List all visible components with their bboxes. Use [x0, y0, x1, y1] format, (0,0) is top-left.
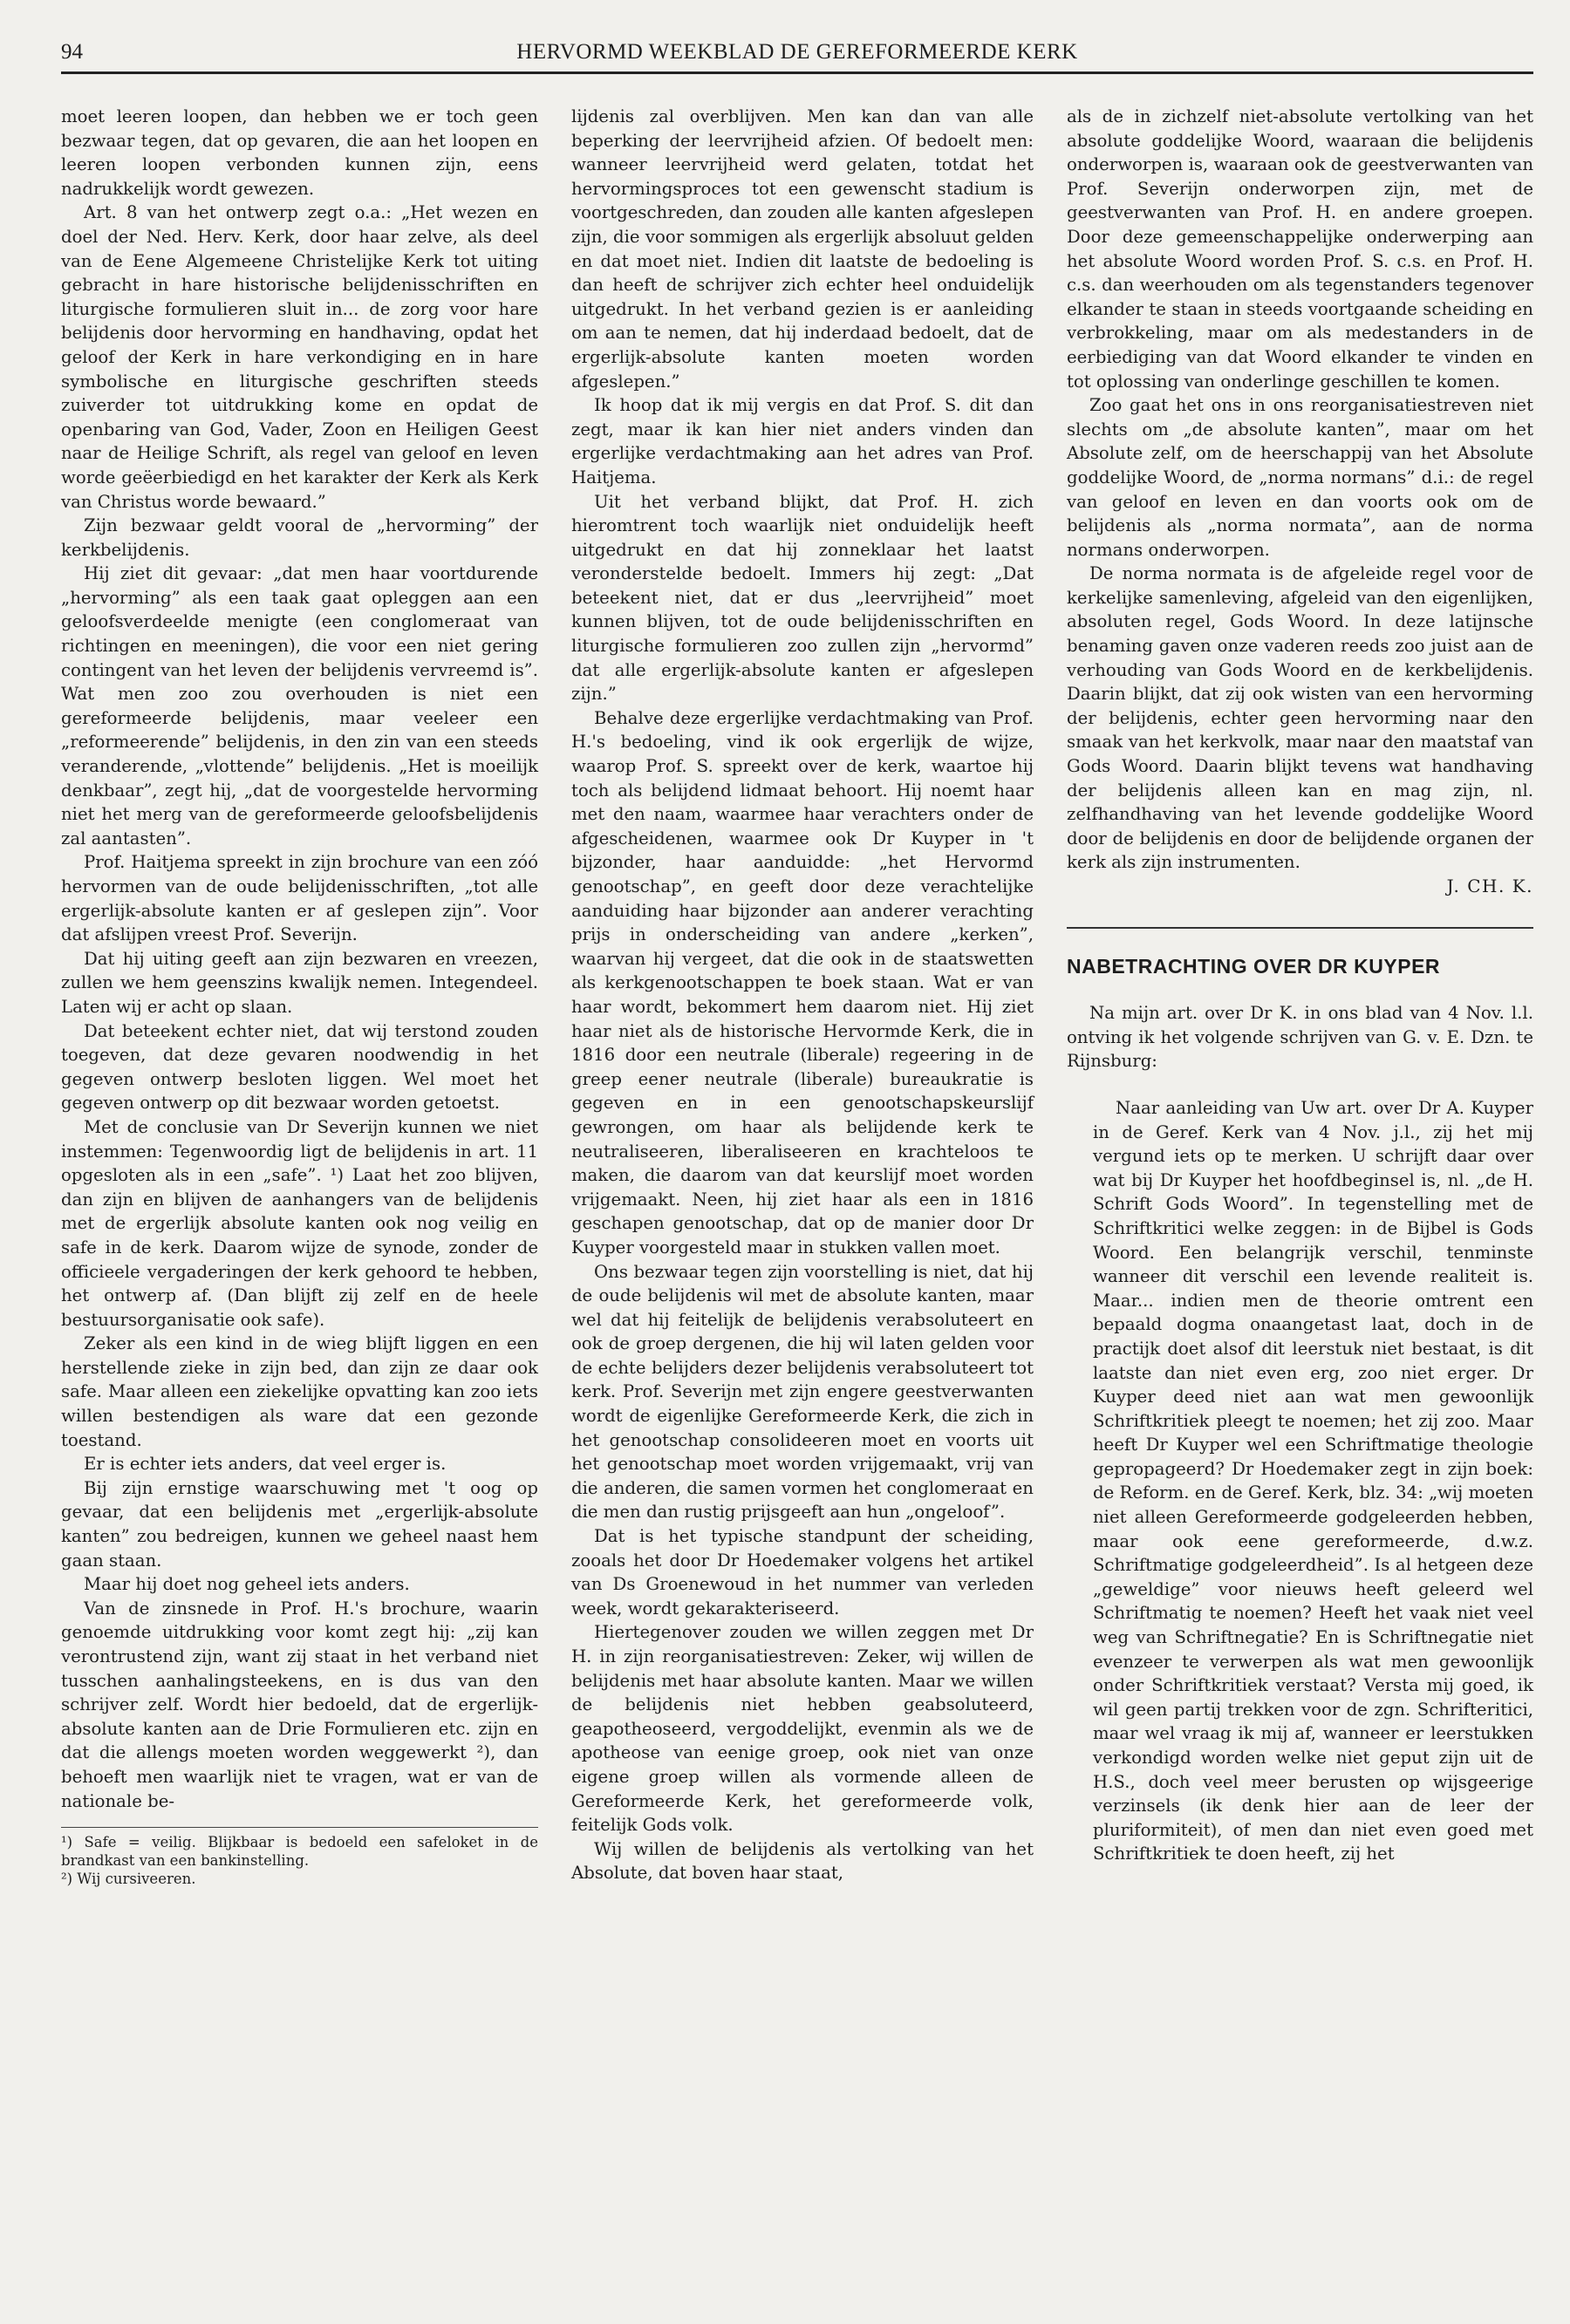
- paragraph: Dat hij uiting geeft aan zijn bezwaren en vreezen, zullen we hem geenszins kwalijk nemen. Integendeel. Laten wij er acht op slaan.: [61, 948, 538, 1017]
- paragraph: Er is echter iets anders, dat veel erger is.: [84, 1454, 447, 1475]
- paragraph: Art. 8 van het ontwerp zegt o.a.: „Het wezen en doel der Ned. Herv. Kerk, door haar zelve, als deel van de Eene Algemeene Christelijke Kerk tot uiting gebracht in hare historische belijdenisschriften en liturgische formulieren sluit in... de zorg voor hare belijdenis door hervorming en handhaving, opdat het geloof der Kerk in hare verkondiging en in hare symbolische en liturgische geschriften steeds zuiverder tot uitdrukking kome en opdat de openbaring van God, Vader, Zoon en Heiligen Geest naar de Heilige Schrift, als regel van geloof en leven worde geëerbiedigd en het karakter der Kerk als Kerk van Christus worde bewaard.”: [61, 202, 538, 512]
- paragraph: Ons bezwaar tegen zijn voorstelling is niet, dat hij de oude belijdenis wil met de absolute kanten, maar wel dat hij feitelijk de belijdenis verabsoluteert en ook de groep dergenen, die hij wil laten gelden voor de echte belijders dezer belijdenis verabsoluteert tot kerk. Prof. Severijn met zijn engere geestverwanten wordt de eigenlijke Gereformeerde Kerk, die zich in het genootschap consolideeren moet en voorts uit het genootschap moet worden vrijgemaakt, vrij van die anderen, die samen vormen het conglomeraat en die men dan rustig prijsgeeft aan hun „ongeloof”.: [571, 1261, 1034, 1523]
- paragraph: De norma normata is de afgeleide regel voor de kerkelijke samenleving, afgeleid van den eigenlijken, absoluten regel, Gods Woord. In deze latijnsche benaming gaven onze vaderen reeds zoo juist aan de verhouding van Gods Woord en de kerkbelijdenis. Daarin blijkt, dat zij ook wisten van een hervorming der belijdenis, echter geen hervorming naar den smaak van het kerkvolk, maar naar den maatstaf van Gods Woord. Daarin blijkt tevens wat handhaving der belijdenis alleen kan en mag zijn, nl. zelfhandhaving van het levende goddelijke Woord door de belijdenis en door de belijdende organen der kerk als zijn instrumenten.: [1067, 563, 1533, 873]
- column-1: [61, 105, 538, 1888]
- paragraph: Dat is het typische standpunt der scheiding, zooals het door Dr Hoedemaker volgens het artikel van Ds Groenewoud in het nummer van verleden week, wordt gekarakteriseerd.: [571, 1526, 1034, 1619]
- paragraph: Bij zijn ernstige waarschuwing met 't oog op gevaar, dat een belijdenis met „ergerlijk-absolute kanten” zou bedreigen, kunnen we geheel naast hem gaan staan.: [61, 1477, 538, 1571]
- paragraph: Behalve deze ergerlijke verdachtmaking van Prof. H.'s bedoeling, vind ik ook ergerlijk de wijze, waarop Prof. S. spreekt over de kerk, waartoe hij toch als belijdend lidmaat behoort. Hij noemt haar met den naam, waarmee haar verachters onder de afgescheidenen, waarmee ook Dr Kuyper in 't bijzonder, haar aanduidde: „het Hervormd genootschap”, en geeft door deze verachtelijke aanduiding haar bijzonder aan anderer verachting prijs in onderscheiding van andere „kerken”, waarvan hij vergeet, dat die ook in de staatswetten als kerkgenootschappen te boek staan. Wat er van haar wordt, bekommert hem daarom niet. Hij ziet haar niet als de historische Hervormde Kerk, die in 1816 door een neutrale (liberale) regeering in de greep eener neutrale (liberale) bureaukratie is gegeven en in een genootschapskeurslijf gewrongen, om haar als belijdende kerk te neutraliseeren, liberaliseeren en krachteloos te maken, die daarom van dat keurslijf moet worden vrijgemaakt. Neen, hij ziet haar als een in 1816 geschapen genootschap, dat op de manier door Dr Kuyper voorgesteld maar in stukken vallen moet.: [571, 707, 1034, 1257]
- spacer: [1067, 1073, 1533, 1096]
- page-number: 94: [61, 40, 83, 64]
- paragraph: Ik hoop dat ik mij vergis en dat Prof. S. dit dan zegt, maar ik kan hier niet anders vinden dan ergerlijke verdachtmaking aan het adres van Prof. Haitjema.: [571, 395, 1034, 487]
- signature: J. CH. K.: [1446, 876, 1533, 896]
- letter-paragraph: Naar aanleiding van Uw art. over Dr A. Kuyper in de Geref. Kerk van 4 Nov. j.l., zij het mij vergund iets op te merken. U schrijft daar over wat bij Dr Kuyper het hoofdbeginsel is, nl. „de H. Schrift Gods Woord”. In tegenstelling met de Schriftkritici welke zeggen: in de Bijbel is Gods Woord. Een belangrijk verschil, tenminste wanneer dit verschil een levende realiteit is. Maar... indien men de theorie omtrent een bepaald dogma onaangetast laat, doch in de practijk doet alsof dit leerstuk niet bestaat, is dit laatste dan niet even erg, zoo niet erger. Dr Kuyper deed niet aan wat men gewoonlijk Schriftkritiek pleegt te noemen; het zij zoo. Maar heeft Dr Kuyper wel een Schriftmatige theologie gepropageerd? Dr Hoedemaker zegt in zijn boek: de Reform. en de Geref. Kerk, blz. 34: „wij moeten niet alleen Gereformeerde godgeleerden hebben, maar ook eene gereformeerde, d.w.z. Schriftmatige godgeleerdheid”. Is al hetgeen deze „geweldige” voor nieuws heeft geleerd wel Schriftmatig te noemen? Heeft het vaak niet veel weg van Schriftnegatie? En is Schriftnegatie niet evenzeer te verwerpen als wat men gewoonlijk onder Schriftkritiek verstaat? Versta mij goed, ik wil geen partij trekken voor de zgn. Schrifteritici, maar wel vraag ik mij af, wanneer er leerstukken verkondigd worden welke niet geput zijn uit de H.S., doch veel meer berusten op wijsgeerige verzinsels (ik denk hier aan de leer der pluriformiteit), of men dan niet even goed met Schriftkritiek te doen heeft, zij het: [1093, 1097, 1533, 1864]
- paragraph: Van de zinsnede in Prof. H.'s brochure, waarin genoemde uitdrukking voor komt zegt hij: „zij kan verontrustend zijn, want zij staat in het verband niet tusschen aanhalingsteekens, en is dus van den schrijver zelf. Wordt hier bedoeld, dat de ergerlijk-absolute kanten aan de Drie Formulieren etc. zijn en dat die allengs moeten worden weggewerkt ²), dan behoeft men waarlijk niet te vragen, wat er van de nationale be-: [61, 1598, 538, 1811]
- paragraph: Zoo gaat het ons in ons reorganisatiestreven niet slechts om „de absolute kanten”, maar om het Absolute zelf, om de heerschappij van het Absolute goddelijke Woord, de „norma normans” d.i.: de regel van geloof en leven en dan voorts ook om de belijdenis als „norma normata”, aan de norma normans onderworpen.: [1067, 395, 1533, 560]
- paragraph: Uit het verband blijkt, dat Prof. H. zich hieromtrent toch waarlijk niet onduidelijk heeft uitgedrukt en dat hij zonneklaar het laatst veronderstelde bedoelt. Immers hij zegt: „Dat beteekent niet, dat er dus „leervrijheid” moet kunnen blijven, tot de oude belijdenisschriften en liturgische formulieren zoo zullen zijn „hervormd” dat alle ergerlijk-absolute kanten er afgeslepen zijn.”: [571, 491, 1034, 705]
- footnotes: [61, 1827, 538, 1888]
- footnote: ¹) Safe = veilig. Blijkbaar is bedoeld een safeloket in de brandkast van een bankinstelling.: [61, 1834, 538, 1870]
- paragraph: lijdenis zal overblijven. Men kan dan van alle beperking der leervrijheid afzien. Of bedoelt men: wanneer leervrijheid werd gelaten, totdat het hervormingsproces tot een gewenscht stadium is voortgeschreden, dan zouden alle kanten afgeslepen zijn, die voor sommigen als ergerlijk absoluut gelden en dat moet niet. Indien dit laatste de bedoeling is dan heeft de schrijver zich echter heel onduidelijk uitgedrukt. In het verband gezien is er aanleiding om aan te nemen, dat hij inderdaad bedoelt, dat de ergerlijk-absolute kanten moeten worden afgeslepen.”: [571, 106, 1034, 392]
- section-divider: [1067, 927, 1533, 929]
- intro-paragraph: Na mijn art. over Dr K. in ons blad van 4 Nov. l.l. ontving ik het volgende schrijven van G. v. E. Dzn. te Rijnsburg:: [1067, 1003, 1533, 1072]
- section-title: NABETRACHTING OVER DR KUYPER: [1067, 954, 1441, 978]
- paragraph: Wij willen de belijdenis als vertolking van het Absolute, dat boven haar staat,: [571, 1838, 1034, 1884]
- column-2: [571, 105, 1034, 1885]
- page-header: [61, 37, 1533, 74]
- paragraph: Dat beteekent echter niet, dat wij terstond zouden toegeven, dat deze gevaren noodwendig in het gegeven ontwerp besloten liggen. Wel moet het gegeven ontwerp op dit bezwaar worden getoetst.: [61, 1020, 538, 1114]
- column-3: [1067, 105, 1533, 1866]
- paragraph: Maar hij doet nog geheel iets anders.: [84, 1574, 410, 1595]
- paragraph: Zijn bezwaar geldt vooral de „hervorming” der kerkbelijdenis.: [61, 515, 538, 560]
- footnote: ²) Wij cursiveeren.: [61, 1871, 196, 1888]
- paragraph: Hij ziet dit gevaar: „dat men haar voortdurende „hervorming” als een taak gaat opleggen aan een geloofsverdeelde menigte (een conglomeraat van richtingen en meeningen), die voor een niet gering contingent van het leven der belijdenis vervreemd is”. Wat men zoo zou overhouden is niet een gereformeerde belijdenis, maar veeleer een „reformeerende” belijdenis, in den zin van een steeds veranderende, „vlottende” belijdenis. „Het is moeilijk denkbaar”, zegt hij, „dat de voorgestelde hervorming niet het merg van de gereformeerde geloofsbelijdenis zal aantasten”.: [61, 563, 538, 848]
- paragraph: moet leeren loopen, dan hebben we er toch geen bezwaar tegen, dat op gevaren, die aan het loopen en leeren loopen verbonden kunnen zijn, eens nadrukkelijk wordt gewezen.: [61, 106, 538, 199]
- running-title: HERVORMD WEEKBLAD DE GEREFORMEERDE KERK: [516, 40, 1078, 64]
- paragraph: Zeker als een kind in de wieg blijft liggen en een herstellende zieke in zijn bed, dan zijn ze daar ook safe. Maar alleen een ziekelijke opvatting kan zoo iets willen bestendigen als ware dat een gezonde toestand.: [61, 1333, 538, 1450]
- paragraph: als de in zichzelf niet-absolute vertolking van het absolute goddelijke Woord, waaraan die belijdenis onderworpen is, waaraan ook de geestverwanten van Prof. Severijn onderworpen zijn, met de geestverwanten van Prof. H. en andere groepen. Door deze gemeenschappelijke onderwerping aan het absolute Woord worden Prof. S. c.s. en Prof. H. c.s. dan weerhouden om als tegenstanders tegenover elkander te staan in steeds voortgaande scheiding en verbrokkeling, maar om als medestanders in de eerbiediging van dat Woord elkander te vinden en tot oplossing van onderlinge geschillen te komen.: [1067, 106, 1533, 392]
- paragraph: Hiertegenover zouden we willen zeggen met Dr H. in zijn reorganisatiestreven: Zeker, wij willen de belijdenis met haar absolute kanten. Maar we willen de belijdenis niet hebben geabsoluteerd, geapotheoseerd, vergoddelijkt, evenmin als we de apotheose van eenige groep, ook niet van onze eigene groep willen als vormende alleen de Gereformeerde Kerk, het gereformeerde volk, feitelijk Gods volk.: [571, 1622, 1034, 1836]
- paragraph: Met de conclusie van Dr Severijn kunnen we niet instemmen: Tegenwoordig ligt de belijdenis in art. 11 opgesloten als in een „safe”. ¹) Laat het zoo blijven, dan zijn en blijven de aanhangers van de belijdenis met de ergerlijk absolute kanten ook nog veilig en safe in de kerk. Daarom wijze de synode, zonder de officieele vergaderingen der kerk gehoord te hebben, het ontwerp af. (Dan blijft zij zelf en de heele bestuursorganisatie ook safe).: [61, 1116, 538, 1330]
- paragraph: Prof. Haitjema spreekt in zijn brochure van een zóó hervormen van de oude belijdenisschriften, „tot alle ergerlijk-absolute kanten er af geslepen zijn”. Voor dat afslijpen vreest Prof. Severijn.: [61, 852, 538, 945]
